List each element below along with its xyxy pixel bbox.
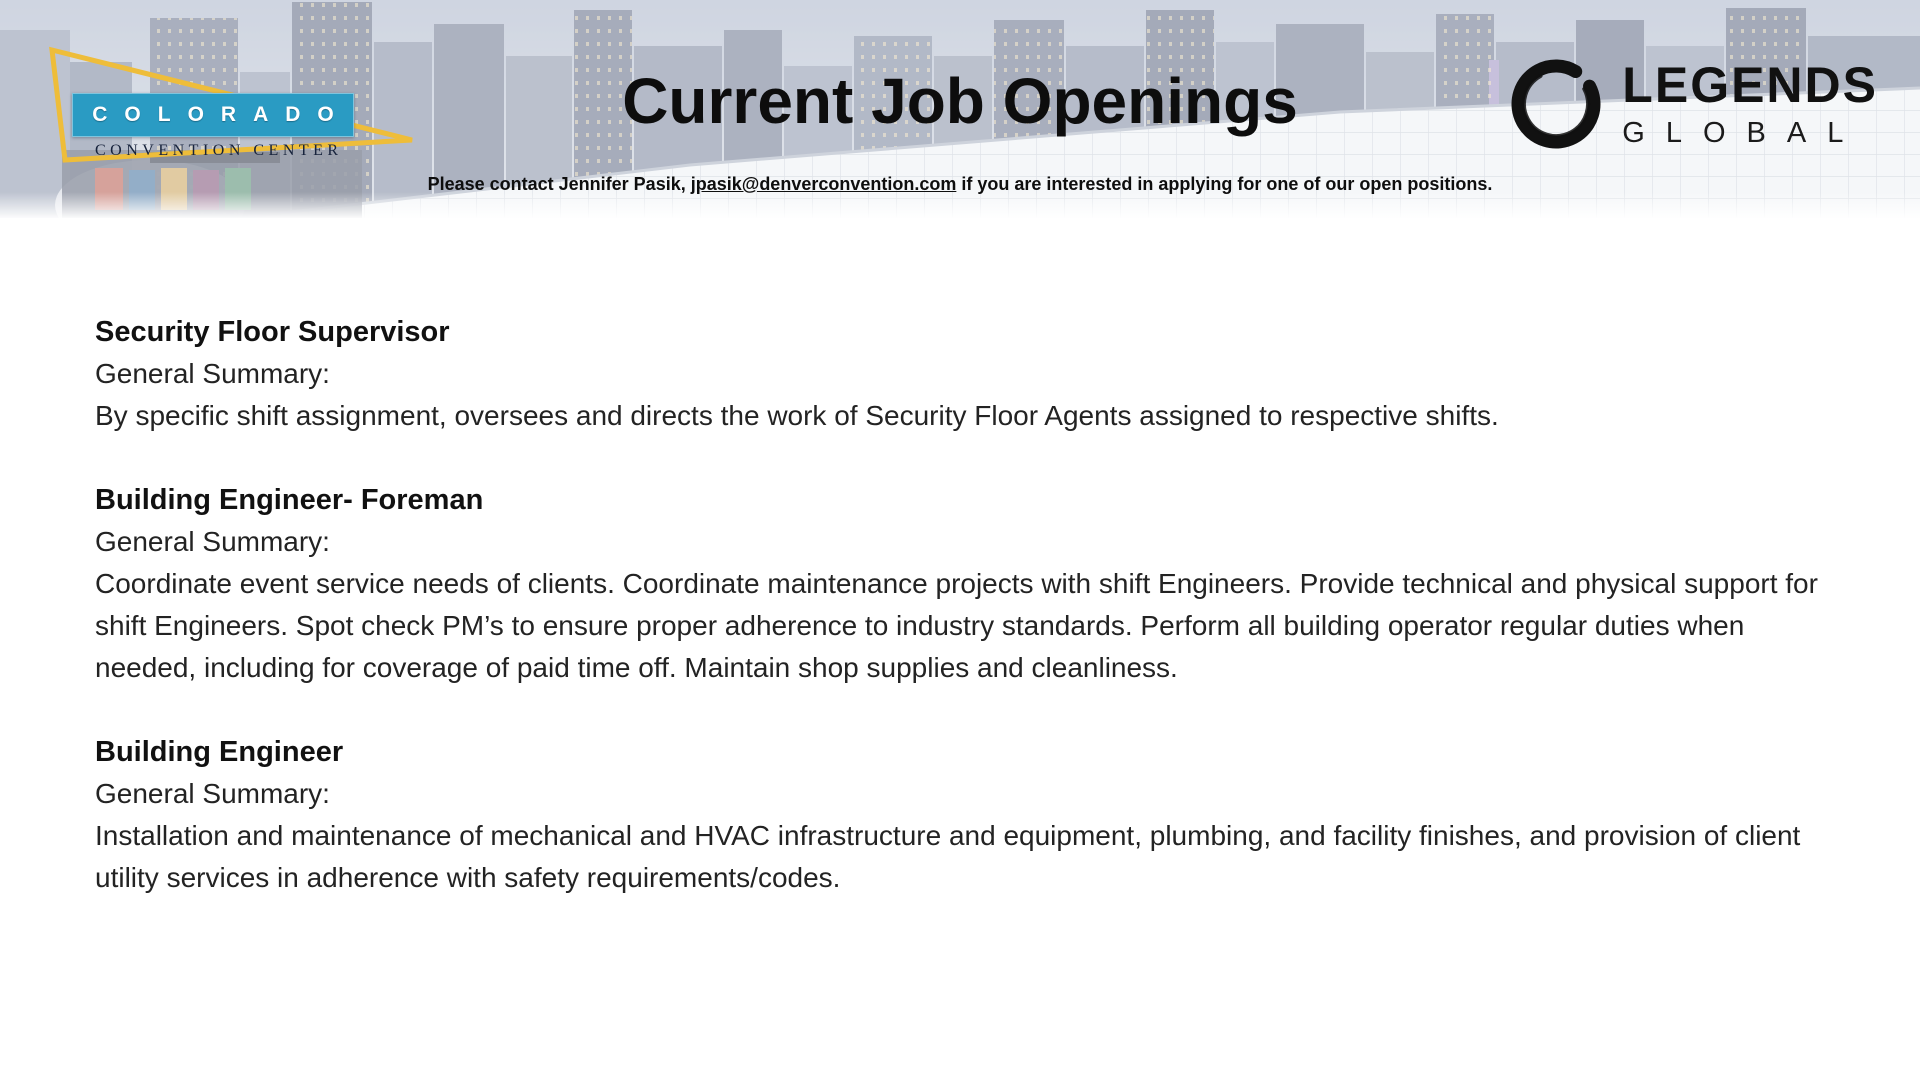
contact-text-prefix: Please contact Jennifer Pasik, (427, 174, 691, 194)
job-title: Building Engineer (95, 736, 344, 768)
job-card-building-engineer (95, 731, 1835, 899)
job-title: Building Engineer- Foreman (95, 484, 484, 516)
contact-instruction (0, 174, 1920, 195)
contact-email-link[interactable]: jpasik@denverconvention.com (690, 174, 957, 194)
job-card-building-engineer-foreman (95, 479, 1835, 689)
job-card-security-floor-supervisor (95, 311, 1835, 437)
enso-circle-icon (1504, 48, 1608, 160)
job-description: By specific shift assignment, oversees and directs the work of Security Floor Agents assigned to respective shifts. (95, 400, 1499, 431)
job-summary-label: General Summary: (95, 778, 330, 809)
job-listings (0, 218, 1920, 899)
colorado-convention-center-logo (40, 38, 440, 178)
job-summary-label: General Summary: (95, 526, 330, 557)
job-title: Security Floor Supervisor (95, 316, 450, 348)
legends-wordmark: LEGENDS (1622, 57, 1878, 113)
page-title: Current Job Openings (622, 65, 1298, 137)
contact-text-suffix: if you are interested in applying for one of our open positions. (956, 174, 1493, 194)
convention-center-label: CONVENTION CENTER (95, 142, 343, 159)
legends-logo-text (1622, 57, 1878, 149)
job-description: Coordinate event service needs of clients. Coordinate maintenance projects with shift Engineers. Provide technical and physical support for shift Engineers. Spot check PM’s to ensure proper adherence to industry standards. Perform all building operator regular duties when needed, including for coverage of paid time off. Maintain shop supplies and cleanliness. (95, 568, 1818, 683)
header-banner (0, 0, 1920, 218)
job-summary-label: General Summary: (95, 358, 330, 389)
colorado-logo-box (72, 93, 354, 137)
legends-global-logo (1504, 48, 1878, 160)
colorado-logo-text: COLORADO (92, 103, 351, 126)
job-description: Installation and maintenance of mechanical and HVAC infrastructure and equipment, plumbing, and facility finishes, and provision of client utility services in adherence with safety requirements/codes. (95, 820, 1801, 893)
global-wordmark: GLOBAL (1622, 117, 1865, 149)
